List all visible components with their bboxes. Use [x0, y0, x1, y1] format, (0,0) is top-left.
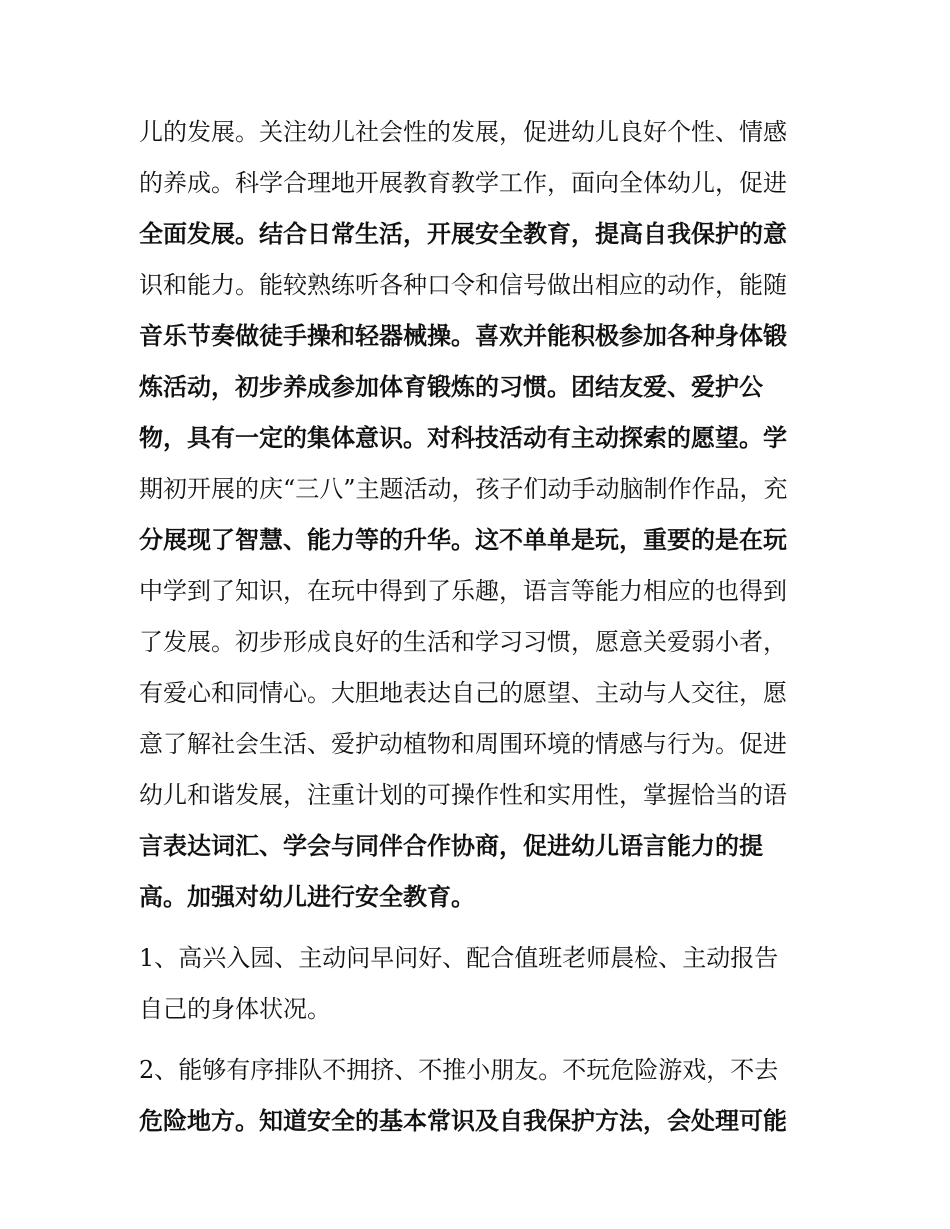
paragraph-gap [139, 923, 819, 933]
text-line: 分展现了智慧、能力等的升华。这不单单是玩，重要的是在玩 [139, 526, 787, 554]
text-line: 2、能够有序排队不拥挤、不推小朋友。不玩危险游戏，不去 [139, 1056, 779, 1084]
list-item-1 [139, 933, 819, 1035]
text-line: 全面发展。结合日常生活，开展安全教育，提高自我保护的意 [139, 220, 787, 248]
text-line: 言表达词汇、学会与同伴合作协商，促进幼儿语言能力的提 [139, 832, 763, 860]
text-line: 期初开展的庆“三八”主题活动，孩子们动手动脑制作作品，充 [139, 475, 788, 503]
text-line: 了发展。初步形成良好的生活和学习习惯，愿意关爱弱小者， [139, 628, 787, 656]
paragraph-gap [139, 1035, 819, 1045]
text-line: 识和能力。能较熟练听各种口令和信号做出相应的动作，能随 [139, 271, 787, 299]
document-body [139, 107, 819, 1147]
list-item-2 [139, 1045, 819, 1147]
text-line: 炼活动，初步养成参加体育锻炼的习惯。团结友爱、爱护公 [139, 373, 763, 401]
text-line: 高。加强对幼儿进行安全教育。 [139, 883, 475, 911]
text-line: 中学到了知识，在玩中得到了乐趣，语言等能力相应的也得到 [139, 577, 787, 605]
text-line: 意了解社会生活、爱护动植物和周围环境的情感与行为。促进 [139, 730, 787, 758]
text-line: 的养成。科学合理地开展教育教学工作，面向全体幼儿，促进 [139, 169, 787, 197]
text-line: 物，具有一定的集体意识。对科技活动有主动探索的愿望。学 [139, 424, 787, 452]
text-line: 有爱心和同情心。大胆地表达自己的愿望、主动与人交往，愿 [139, 679, 787, 707]
text-line: 幼儿和谐发展，注重计划的可操作性和实用性，掌握恰当的语 [139, 781, 787, 809]
text-line: 1、高兴入园、主动问早问好、配合值班老师晨检、主动报告 [139, 944, 779, 972]
text-line: 音乐节奏做徒手操和轻器械操。喜欢并能积极参加各种身体锻 [139, 322, 787, 350]
text-line: 危险地方。知道安全的基本常识及自我保护方法，会处理可能 [139, 1107, 787, 1135]
text-line: 自己的身体状况。 [139, 995, 331, 1023]
text-line: 儿的发展。关注幼儿社会性的发展，促进幼儿良好个性、情感 [139, 118, 787, 146]
